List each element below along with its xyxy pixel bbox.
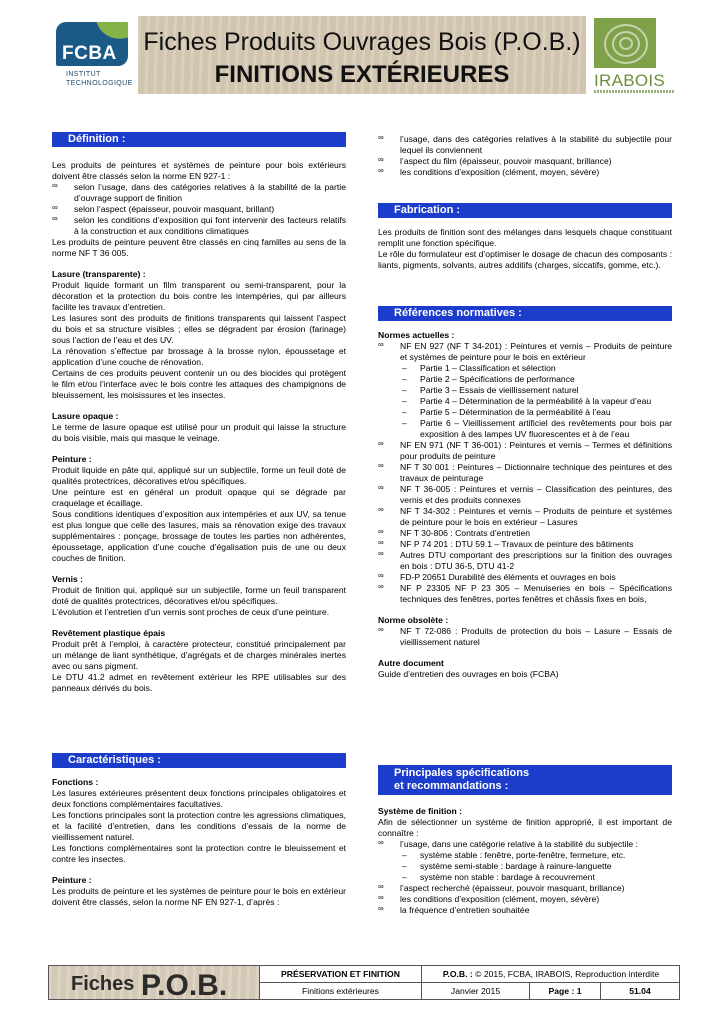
list-item: ∞ NF EN 927 (NF T 34-201) : Peintures et vernis – Produits de peinture et systèmes de peinture pour le bois en extérieur <box>378 341 672 363</box>
paragraph: Les fonctions complémentaires sont la protection contre le bleuissement et contre les insectes. <box>52 843 346 864</box>
definition-intro: Les produits de peintures et systèmes de peinture pour bois extérieurs doivent être classés selon la norme EN 927-1 : <box>52 160 346 181</box>
subheading-peinture: Peinture : <box>52 454 92 464</box>
list-item: ∞ NF T 30 001 : Peintures – Dictionnaire technique des peintures et des travaux de peinturage <box>378 462 672 484</box>
sub-list-item: – système semi-stable : bardage à rainure-languette <box>378 861 672 872</box>
paragraph: Certains de ces produits peuvent contenir un ou des biocides qui protègent le film et/ou l’interface avec le bois contre les attaques des champignons de bleuissement, les moisissures et les insectes. <box>52 368 346 400</box>
sub-list-item: – Partie 1 – Classification et sélection <box>378 363 672 374</box>
subheading-vernis: Vernis : <box>52 574 84 584</box>
wood-grain-icon <box>594 18 656 68</box>
irabois-logo <box>592 16 682 100</box>
list-item: ∞ l’usage, dans des catégories relatives à la stabilité du subjectile pour lequel ils conviennent <box>378 134 672 156</box>
fcba-logo-text: FCBA <box>62 43 117 64</box>
fiches-pob-logo <box>49 966 260 1002</box>
paragraph: Produit de finition qui, appliqué sur un subjectile, forme un feuil transparent doté de qualités protectrices, décoratives et/ou spécifiques. <box>52 585 346 606</box>
page-title: Fiches Produits Ouvrages Bois (P.O.B.) <box>143 28 581 56</box>
fcba-logo-subtitle <box>66 70 133 89</box>
subheading-normes-actuelles: Normes actuelles : <box>378 330 455 340</box>
paragraph: Le DTU 41.2 admet en revêtement extérieur les RPE utilisables sur des panneaux dérivés du bois. <box>52 672 346 693</box>
paragraph: Le rôle du formulateur est d’optimiser le dosage de chacun des composants : liants, pigments, solvants, autres additifs (charges, siccatifs, gomme, etc.). <box>378 249 672 270</box>
sub-list-item: – système non stable : bardage à recouvrement <box>378 872 672 883</box>
paragraph: Afin de sélectionner un système de finition approprié, il est important de connaître : <box>378 817 672 838</box>
list-item: ∞ selon l’usage, dans des catégories relatives à la stabilité de la partie d’ouvrage support de finition <box>52 182 346 204</box>
list-item: ∞ l’aspect du film (épaisseur, pouvoir masquant, brillance) <box>378 156 672 167</box>
paragraph: Guide d’entretien des ouvrages en bois (FCBA) <box>378 669 559 679</box>
fcba-logo-mark <box>56 22 128 66</box>
list-item: ∞ NF P 74 201 : DTU 59.1 – Travaux de peinture des bâtiments <box>378 539 672 550</box>
subheading-lasure-transparente: Lasure (transparente) : <box>52 269 146 279</box>
list-item: ∞ NF EN 971 (NF T 36-001) : Peintures et vernis – Termes et définitions pour produits de peinture <box>378 440 672 462</box>
footer-copyright <box>422 966 680 982</box>
subheading-fonctions: Fonctions : <box>52 777 99 787</box>
list-item: ∞ Autres DTU comportant des prescriptions sur la finition des ouvrages en bois : DTU 36-5, DTU 41-2 <box>378 550 672 572</box>
definition-text <box>52 160 346 694</box>
paragraph: Le terme de lasure opaque est utilisé pour un produit qui laisse la structure du bois visible, mais qui masque le veinage. <box>52 422 346 443</box>
footer-subcategory: Finitions extérieures <box>302 985 379 996</box>
sub-list-item: – Partie 6 – Vieillissement artificiel des revêtements pour bois par exposition à des lampes UV fluorescentes et à de l’eau <box>378 418 672 440</box>
footer-date: Janvier 2015 <box>450 985 501 996</box>
page-footer <box>48 965 680 1000</box>
sub-list-item: – Partie 3 – Essais de vieillissement naturel <box>378 385 672 396</box>
subheading-norme-obsolete: Norme obsolète : <box>378 615 449 625</box>
fiches-pob-logo-word: Fiches <box>71 973 135 995</box>
list-item: ∞ la fréquence d’entretien souhaitée <box>378 905 672 916</box>
paragraph: Les produits de finition sont des mélanges dans lesquels chaque constituant remplit une fonction spécifique. <box>378 227 672 248</box>
section-heading-references: Références normatives : <box>378 306 672 321</box>
definition-families: Les produits de peinture peuvent être classés en cinq familles au sens de la norme NF T 36 005. <box>52 237 346 258</box>
fcba-sub-line1: INSTITUT <box>66 71 101 78</box>
list-item: ∞ NF T 36-005 : Peintures et vernis – Classification des peintures, des vernis et des produits connexes <box>378 484 672 506</box>
section-heading-recommandations: Principales spécifications et recommandations : <box>378 765 672 795</box>
irabois-logo-text: IRABOIS <box>594 71 666 90</box>
fabrication-text <box>378 227 672 271</box>
paragraph: Produit liquide en pâte qui, appliqué sur un subjectile, forme un feuil doté de qualités protectrices, décoratives et/ou spécifiques. <box>52 465 346 486</box>
section-heading-definition: Définition : <box>52 132 346 147</box>
list-item: ∞ selon les conditions d’exposition qui font intervenir des facteurs relatifs à la construction et aux conditions climatiques <box>52 215 346 237</box>
sub-list-item: – système stable : fenêtre, porte-fenêtre, fermeture, etc. <box>378 850 672 861</box>
caracteristiques-continued <box>378 134 672 178</box>
footer-copyright-label: P.O.B. : <box>442 968 473 979</box>
paragraph: Une peinture est en général un produit opaque qui se dégrade par craquelage et écaillage. <box>52 487 346 508</box>
subheading-systeme-finition: Système de finition : <box>378 806 463 816</box>
paragraph: Les produits de peinture et les systèmes de peinture pour le bois en extérieur doivent être classés, selon la norme NF EN 927-1, d’après : <box>52 886 346 907</box>
paragraph: Produit liquide formant un film transparent ou semi-transparent, pour la décoration et la protection du bois contre les intempéries, qui par ailleurs facilite les travaux d’entretien. <box>52 280 346 312</box>
list-item: ∞ NF T 34-302 : Peintures et vernis – Produits de peinture et systèmes de peinture pour le bois en extérieur – Lasures <box>378 506 672 528</box>
subheading-peinture-classement: Peinture : <box>52 875 92 885</box>
list-item: ∞ les conditions d’exposition (clément, moyen, sévère) <box>378 894 672 905</box>
subheading-autre-document: Autre document <box>378 658 444 668</box>
leaf-icon <box>96 22 128 43</box>
sub-list-item: – Partie 4 – Détermination de la perméabilité à la vapeur d’eau <box>378 396 672 407</box>
list-item: ∞ FD-P 20651 Durabilité des éléments et ouvrages en bois <box>378 572 672 583</box>
list-item: ∞ NF P 23305 NF P 23 305 – Menuiseries en bois – Spécifications techniques des fenêtres, portes fenêtres et châssis fixes en bois, <box>378 583 672 605</box>
page-subtitle: FINITIONS EXTÉRIEURES <box>214 61 510 88</box>
list-item: ∞ NF T 30-806 : Contrats d’entretien <box>378 528 672 539</box>
fcba-logo <box>56 16 136 100</box>
caracteristiques-text <box>52 777 346 908</box>
subheading-lasure-opaque: Lasure opaque : <box>52 411 119 421</box>
irabois-tagline <box>594 90 674 93</box>
fcba-sub-line2: TECHNOLOGIQUE <box>66 80 133 88</box>
section-heading-fabrication: Fabrication : <box>378 203 672 218</box>
paragraph: Les lasures sont des produits de finitions transparents qui laissent l’aspect du bois et sa structure visibles ; elles se dégradent par érosion (farinage) sous l’action de l’eau et des UV. <box>52 313 346 345</box>
list-item: ∞ l’aspect recherché (épaisseur, pouvoir masquant, brillance) <box>378 883 672 894</box>
sub-list-item: – Partie 5 – Détermination de la perméabilité à l’eau <box>378 407 672 418</box>
paragraph: Les fonctions principales sont la protection contre les agressions climatiques, et la facilité d’entretien, dans les conditions d’essais de la norme de vieillissement naturel. <box>52 810 346 842</box>
title-band <box>138 16 586 94</box>
fiches-pob-logo-acronym: P.O.B. <box>141 969 228 1002</box>
section-heading-caracteristiques: Caractéristiques : <box>52 753 346 768</box>
list-item: ∞ les conditions d’exposition (clément, moyen, sévère) <box>378 167 672 178</box>
list-item: ∞ selon l’aspect (épaisseur, pouvoir masquant, brillant) <box>52 204 346 215</box>
paragraph: La rénovation s’effectue par brossage à la brosse nylon, époussetage et application d’une couche de rénovation. <box>52 346 346 367</box>
page-header <box>48 12 680 100</box>
footer-category: PRÉSERVATION ET FINITION <box>281 968 400 979</box>
recommandations-text <box>378 806 672 916</box>
paragraph: Sous conditions identiques d’exposition aux intempéries et aux UV, sa tenue est plus longue que celle des lasures, mais sa rénovation exige des travaux supplémentaires : ponçage, brossage de toutes les parties non adhérentes, époussetage, application d’une couche d’égalisation puis de une ou deux couches de finition. <box>52 509 346 563</box>
footer-reference: 51.04 <box>629 985 651 996</box>
paragraph: Les lasures extérieures présentent deux fonctions principales obligatoires et deux fonctions complémentaires facultatives. <box>52 788 346 809</box>
paragraph: Produit prêt à l’emploi, à caractère protecteur, constitué principalement par un mélange de liant synthétique, d’agrégats et de charges minérales inertes avec ou sans pigment. <box>52 639 346 671</box>
paragraph: L’évolution et l’entretien d’un vernis sont proches de ceux d’une peinture. <box>52 607 330 617</box>
subheading-revetement: Revêtement plastique épais <box>52 628 166 638</box>
references-text <box>378 330 672 680</box>
sub-list-item: – Partie 2 – Spécifications de performance <box>378 374 672 385</box>
footer-page-number: Page : 1 <box>548 985 582 996</box>
footer-copyright-text: © 2015, FCBA, IRABOIS, Reproduction interdite <box>475 968 660 979</box>
list-item: ∞ l’usage, dans une catégorie relative à la stabilité du subjectile : <box>378 839 672 850</box>
list-item: ∞ NF T 72-086 : Produits de protection du bois – Lasure – Essais de vieillissement naturel <box>378 626 672 648</box>
